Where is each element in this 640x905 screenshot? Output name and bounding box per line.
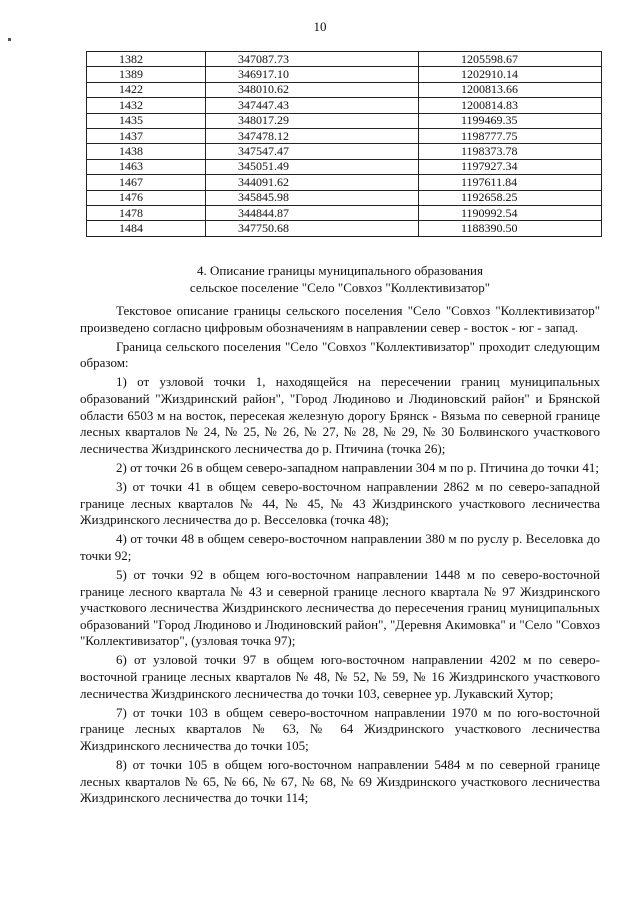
table-row (87, 190, 602, 205)
paragraph: 4) от точки 48 в общем северо-восточном направлении 380 м по руслу р. Веселовка до точки 92; (80, 531, 600, 563)
table-row (87, 175, 602, 190)
section-heading-line1: 4. Описание границы муниципального образования (197, 263, 483, 278)
y-coordinate-cell: 1205598.67 (419, 52, 602, 67)
paragraph: Текстовое описание границы сельского поселения "Село "Совхоз "Коллективизатор" произведено согласно цифровым обозначениям в направлении север - восток - юг - запад. (80, 303, 600, 335)
point-number-cell: 1422 (87, 82, 206, 97)
x-coordinate-cell: 344844.87 (206, 205, 419, 220)
x-coordinate-cell: 344091.62 (206, 175, 419, 190)
boundary-description (80, 303, 600, 809)
x-coordinate-cell: 345845.98 (206, 190, 419, 205)
point-number-cell: 1435 (87, 113, 206, 128)
table-row (87, 221, 602, 236)
x-coordinate-cell: 346917.10 (206, 67, 419, 82)
point-number-cell: 1432 (87, 98, 206, 113)
x-coordinate-cell: 347478.12 (206, 128, 419, 143)
point-number-cell: 1478 (87, 205, 206, 220)
paragraph: 6) от узловой точки 97 в общем юго-восточном направлении 4202 м по северо-восточной границе лесных кварталов № 48, № 52, № 59, № 16 Жиздринского участкового лесничества Жиздринского лесничества до точки 103, севернее ур. Лукавский Хутор; (80, 652, 600, 701)
y-coordinate-cell: 1198373.78 (419, 144, 602, 159)
paragraph: 7) от точки 103 в общем северо-восточном направлении 1970 м по юго-восточной границе лесных кварталов № 63, № 64 Жиздринского участкового лесничества Жиздринского лесничества до точки 105; (80, 704, 600, 753)
x-coordinate-cell: 347547.47 (206, 144, 419, 159)
table-row (87, 205, 602, 220)
table-row (87, 82, 602, 97)
table-row (87, 113, 602, 128)
y-coordinate-cell: 1197611.84 (419, 175, 602, 190)
y-coordinate-cell: 1197927.34 (419, 159, 602, 174)
page-number: 10 (313, 19, 327, 34)
point-number-cell: 1382 (87, 52, 206, 67)
y-coordinate-cell: 1190992.54 (419, 205, 602, 220)
table-row (87, 98, 602, 113)
point-number-cell: 1389 (87, 67, 206, 82)
x-coordinate-cell: 348017.29 (206, 113, 419, 128)
coordinates-table (86, 51, 602, 237)
paragraph: 1) от узловой точки 1, находящейся на пересечении границ муниципальных образований "Жиздринский район", "Город Людиново и Людиновский район" и Брянской области 6503 м на восток, пересекая железную дорогу Брянск - Вязьма по северной границе лесных кварталов № 24, № 25, № 26, № 27, № 28, № 29, № 30 Болвинского участкового лесничества Жиздринского лесничества до р. Птичина (точка 26); (80, 374, 600, 456)
table-row (87, 144, 602, 159)
point-number-cell: 1463 (87, 159, 206, 174)
table-row (87, 128, 602, 143)
y-coordinate-cell: 1198777.75 (419, 128, 602, 143)
x-coordinate-cell: 345051.49 (206, 159, 419, 174)
paragraph: 2) от точки 26 в общем северо-западном направлении 304 м по р. Птичина до точки 41; (116, 459, 599, 475)
point-number-cell: 1437 (87, 128, 206, 143)
point-number-cell: 1467 (87, 175, 206, 190)
x-coordinate-cell: 347087.73 (206, 52, 419, 67)
point-number-cell: 1476 (87, 190, 206, 205)
y-coordinate-cell: 1200814.83 (419, 98, 602, 113)
paragraph: 3) от точки 41 в общем северо-восточном направлении 2862 м по северо-западной границе лесных кварталов № 44, № 45, № 43 Жиздринского участкового лесничества Жиздринского лесничества до р. Весселовка (точка 48); (80, 478, 600, 528)
y-coordinate-cell: 1199469.35 (419, 113, 602, 128)
paragraph: 8) от точки 105 в общем юго-восточном направлении 5484 м по северной границе лесных кварталов № 65, № 66, № 67, № 68, № 69 Жиздринского участкового лесничества Жиздринского лесничества до точки 114; (80, 756, 600, 806)
x-coordinate-cell: 347750.68 (206, 221, 419, 236)
x-coordinate-cell: 348010.62 (206, 82, 419, 97)
section-heading (60, 262, 620, 296)
y-coordinate-cell: 1202910.14 (419, 67, 602, 82)
paragraph: Граница сельского поселения "Село "Совхоз "Коллективизатор" проходит следующим образом: (80, 338, 600, 371)
paragraph: 5) от точки 92 в общем юго-восточном направлении 1448 м по северо-восточной границе лесного квартала № 43 и северной границе лесного квартала № 97 Жиздринского участкового лесничества Жиздринского лесничества до пересечения границ муниципальных образований "Город Людиново и Людиновский район", "Деревня Акимовка" и "Село "Совхоз "Коллективизатор", (узловая точка 97); (80, 566, 600, 649)
scan-speck (8, 38, 11, 41)
point-number-cell: 1438 (87, 144, 206, 159)
table-row (87, 52, 602, 67)
y-coordinate-cell: 1192658.25 (419, 190, 602, 205)
point-number-cell: 1484 (87, 221, 206, 236)
table-row (87, 67, 602, 82)
table-row (87, 159, 602, 174)
section-heading-line2: сельское поселение "Село "Совхоз "Коллективизатор" (189, 280, 491, 295)
x-coordinate-cell: 347447.43 (206, 98, 419, 113)
y-coordinate-cell: 1188390.50 (419, 221, 602, 236)
y-coordinate-cell: 1200813.66 (419, 82, 602, 97)
